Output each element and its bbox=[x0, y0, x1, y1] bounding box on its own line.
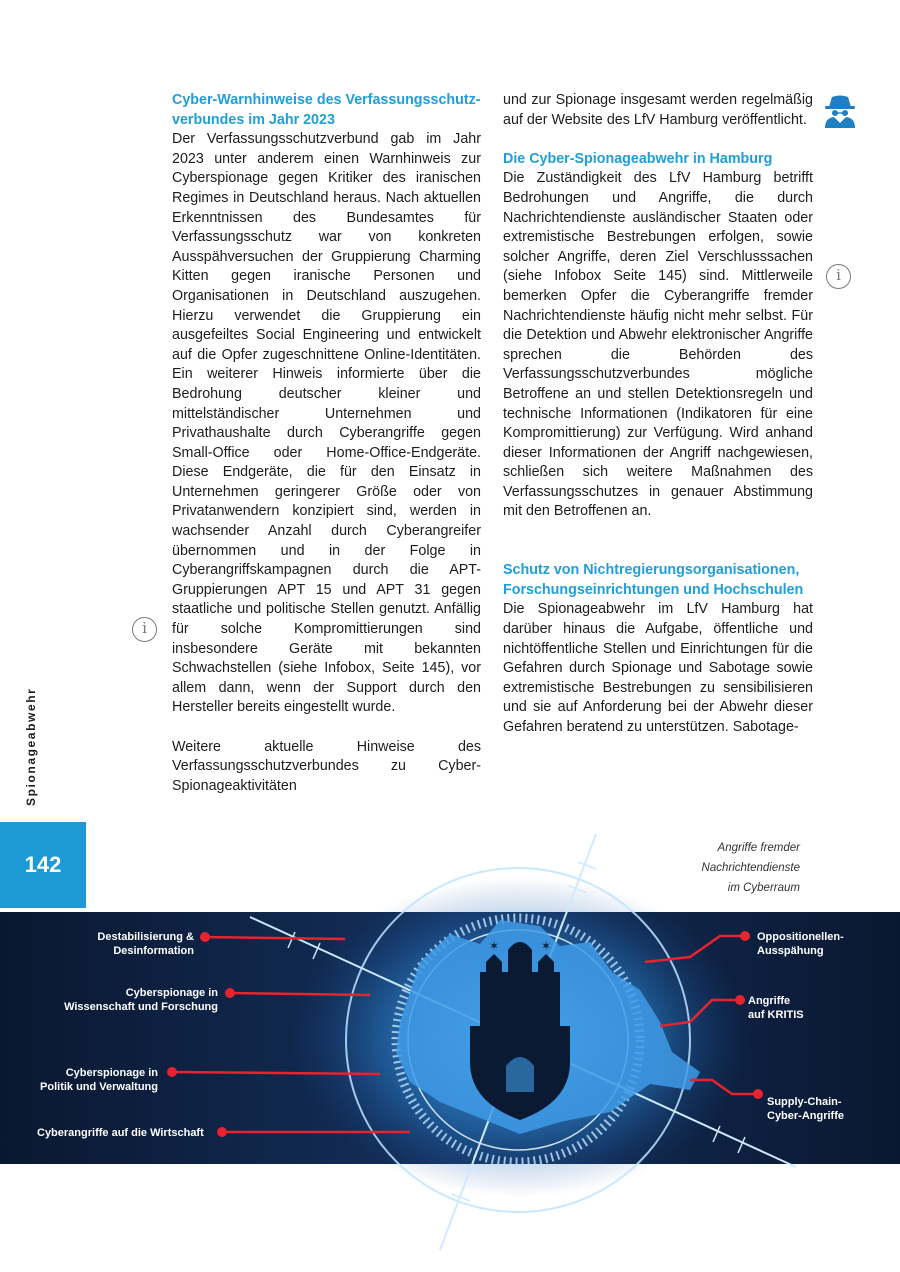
section-heading-spionageabwehr: Die Cyber-Spionageabwehr in Hamburg bbox=[503, 150, 773, 167]
figure-caption: Angriffe fremder Nachrichtendienste im Cyberraum bbox=[701, 842, 800, 894]
paragraph-weitere-hinweise: Weitere aktuelle Hinweise des Verfassungsschutzverbundes zu Cyber-Spionageaktivitäten bbox=[172, 738, 481, 794]
paragraph-schutz: Die Spionageabwehr im LfV Hamburg hat darüber hinaus die Aufgabe, öffentliche und nichtöffentliche Stellen und Einrichtungen für die Gefahren durch Spionage und Sabotage sowie extremistische Bestrebungen zu sensibilisieren und sie auf Anforderung bei der Abwehr dieser Gefahren beratend zu unterstützen. Sabotage- bbox=[503, 601, 813, 735]
chapter-side-label: Spionageabwehr bbox=[24, 687, 38, 806]
paragraph-continuation: und zur Spionage insgesamt werden regelmäßig auf der Website des LfV Hamburg veröffentlicht. bbox=[503, 92, 813, 128]
svg-text:✶: ✶ bbox=[540, 939, 552, 953]
section-heading-schutz: Schutz von Nichtregierungsorganisationen, Forschungseinrichtungen und Hochschulen bbox=[503, 562, 804, 598]
left-column bbox=[172, 91, 481, 796]
label-destabilisierung: Destabilisierung & Desinformation bbox=[97, 931, 194, 957]
paragraph-warnhinweise: Der Verfassungsschutzverbund gab im Jahr 2023 unter anderem einen Warnhinweis zur Cyberspionage gegen Kritiker des iranischen Regimes in Deutschland heraus. Nach aktuellen Erkenntnissen des Bundesamtes für Verfassungsschutz war von konkreten Ausspähversuchen der Gruppierung Charming Kitten gegen iranische Personen und Organisationen in Deutschland auszugehen. Hierzu verwendet die Gruppierung ein ausgefeiltes Social Engineering und entwickelt auf die Opfer zugeschnittene Online-Identitäten. Ein weiterer Hinweis informierte über die Bedrohung deutscher kleiner und mittelständischer Unternehmen und Privathaushalte durch Cyberangriffe gegen Small-Office oder Home-Office-Endgeräte. Diese Endgeräte, die für den Einsatz in Unternehmen geringerer Größe oder von Privatanwendern konzipiert sind, werden in wachsender Anzahl durch Cyberangreifer übernommen und in der Folge in Cyberangriffskampagnen durch die APT-Gruppierungen APT 15 und APT 31 gegen staatliche und politische Stellen genutzt. Anfällig für solche Kompromittierungen sind insbesondere Geräte mit bekannten Schwachstellen (siehe Infobox, Seite 145), vor allem dann, wenn der Support durch den Hersteller bereits eingestellt wurde. bbox=[172, 131, 481, 716]
label-oppositionellen: Oppositionellen- Ausspähung bbox=[757, 931, 844, 957]
right-column bbox=[503, 91, 813, 738]
label-cyberspionage-politik: Cyberspionage in Politik und Verwaltung bbox=[40, 1067, 158, 1093]
label-cyberspionage-wissenschaft: Cyberspionage in Wissenschaft und Forschung bbox=[64, 987, 218, 1013]
svg-text:✶: ✶ bbox=[488, 939, 500, 953]
page-number: 142 bbox=[0, 822, 86, 908]
label-supply-chain: Supply-Chain- Cyber-Angriffe bbox=[767, 1096, 845, 1122]
label-kritis: Angriffe auf KRITIS bbox=[748, 995, 804, 1021]
info-icon: i bbox=[132, 617, 157, 642]
info-icon: i bbox=[826, 264, 851, 289]
section-heading-warnhinweise: Cyber-Warnhinweise des Verfassungsschutz- verbundes im Jahr 2023 bbox=[172, 92, 481, 128]
paragraph-spionageabwehr: Die Zuständigkeit des LfV Hamburg betrifft Bedrohungen und Angriffe, die durch Nachrichtendienste ausländischer Staaten oder extremistische Bestrebungen erfolgen, sowie solcher Angriffe, deren Ziel Verschlusssachen (siehe Infobox Seite 145) sind. Mittlerweile bemerken Opfer die Cyberangriffe fremder Nachrichtendienste häufig nicht mehr selbst. Für die Detektion und Abwehr elektronischer Angriffe sprechen die Behörden des Verfassungsschutzverbundes mögliche Betroffene an und stellen Detektionsregeln und technische Informationen (Indikatoren für eine Kompromittierung) zur Verfügung. Wird anhand dieser Informationen der Angriff nachgewiesen, schließen sich weitere Maßnahmen des Verfassungsschutzes in genauer Abstimmung mit den Betroffenen an. bbox=[503, 170, 813, 520]
spy-icon bbox=[822, 94, 858, 128]
label-cyberangriffe-wirtschaft: Cyberangriffe auf die Wirtschaft bbox=[37, 1127, 204, 1139]
